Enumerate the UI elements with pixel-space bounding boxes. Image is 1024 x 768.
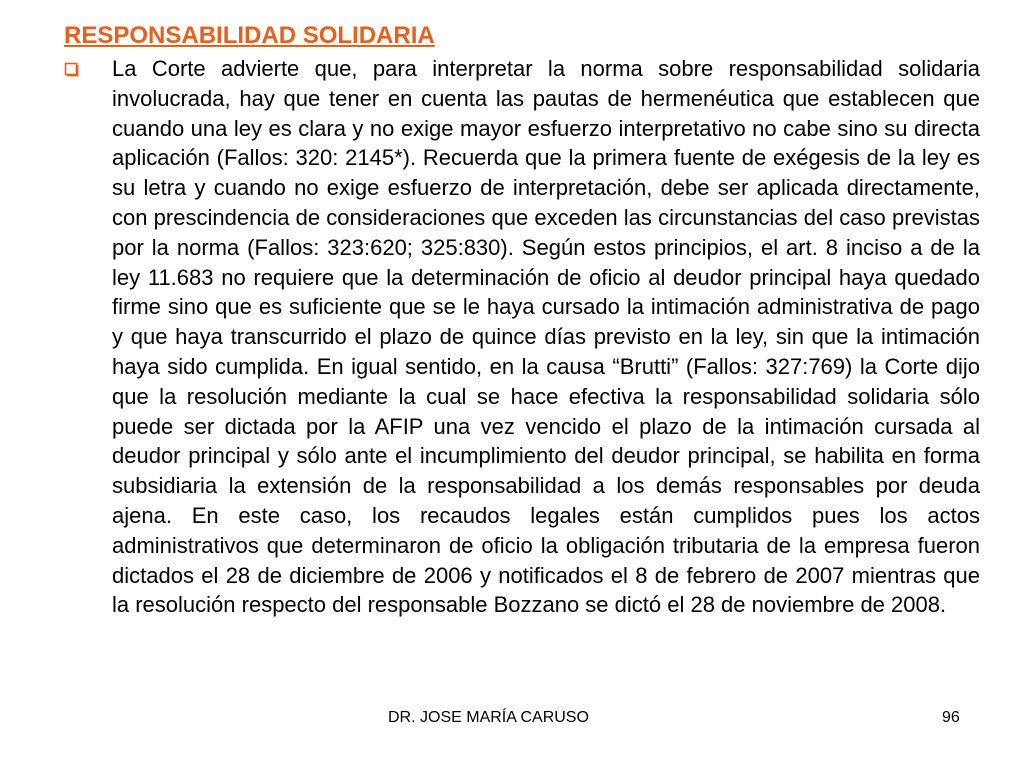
bullet-item: [64, 54, 980, 724]
slide-title: RESPONSABILIDAD SOLIDARIA: [64, 22, 435, 49]
page-number: 96: [942, 709, 960, 726]
bullet-text: La Corte advierte que, para interpretar la norma sobre responsabilidad solidaria involucrada, hay que tener en cuenta las pautas de hermenéutica que establecen que cuando una ley es clara y no exige mayor esfuerzo interpretativo no cabe sino su directa aplicación (Fallos: 320: 2145*). Recuerda que la primera fuente de exégesis de la ley es su letra y cuando no exige esfuerzo de interpretación, debe ser aplicada directamente, con prescindencia de consideraciones que exceden las circunstancias del caso previstas por la norma (Fallos: 323:620; 325:830). Según estos principios, el art. 8 inciso a de la ley 11.683 no requiere que la determinación de oficio al deudor principal haya quedado firme sino que es suficiente que se le haya cursado la intimación administrativa de pago y que haya transcurrido el plazo de quince días previsto en la ley, sin que la intimación haya sido cumplida. En igual sentido, en la causa “Brutti” (Fallos: 327:769) la Corte dijo que la resolución mediante la cual se hace efectiva la responsabilidad solidaria sólo puede ser dictada por la AFIP una vez vencido el plazo de la intimación cursada al deudor principal y sólo ante el incumplimiento del deudor principal, se habilita en forma subsidiaria la extensión de la responsabilidad a los demás responsables por deuda ajena. En este caso, los recaudos legales están cumplidos pues los actos administrativos que determinaron de oficio la obligación tributaria de la empresa fueron dictados el 28 de diciembre de 2006 y notificados el 8 de febrero de 2007 mientras que la resolución respecto del responsable Bozzano se dictó el 28 de noviembre de 2008.: [112, 56, 980, 618]
hollow-square-bullet-icon: [64, 62, 80, 78]
footer-author: DR. JOSE MARÍA CARUSO: [388, 709, 589, 726]
